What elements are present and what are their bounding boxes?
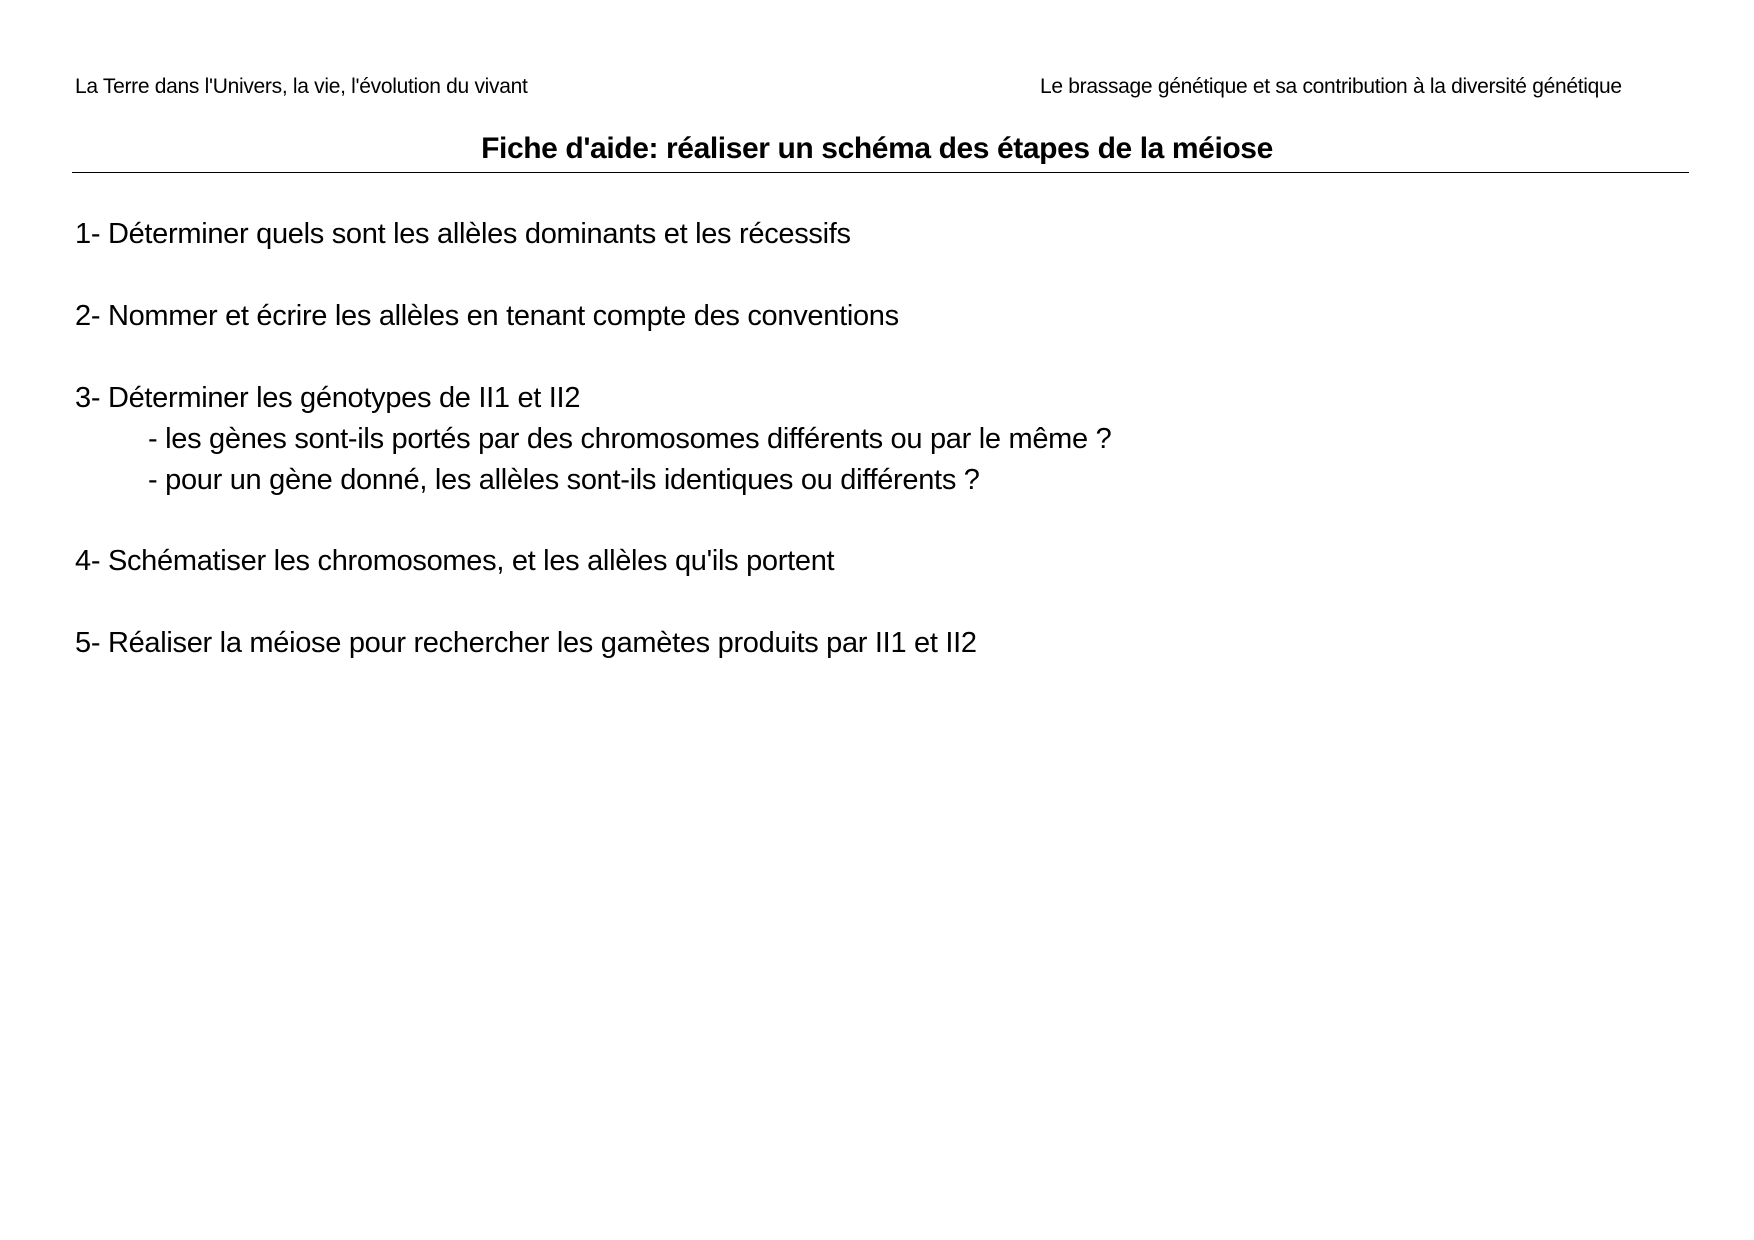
step-3: 3- Déterminer les génotypes de II1 et II2	[75, 382, 581, 414]
page-title: Fiche d'aide: réaliser un schéma des étapes de la méiose	[481, 132, 1273, 165]
header-right-text: Le brassage génétique et sa contribution à la diversité génétique	[1040, 75, 1622, 98]
step-3-sub-2: - pour un gène donné, les allèles sont-ils identiques ou différents ?	[148, 464, 980, 496]
step-4: 4- Schématiser les chromosomes, et les allèles qu'ils portent	[75, 545, 835, 577]
step-3-sub-1: - les gènes sont-ils portés par des chromosomes différents ou par le même ?	[148, 423, 1112, 455]
step-5: 5- Réaliser la méiose pour rechercher les gamètes produits par II1 et II2	[75, 627, 977, 659]
header-left-text: La Terre dans l'Univers, la vie, l'évolution du vivant	[75, 75, 528, 98]
title-underline	[72, 172, 1689, 173]
step-2: 2- Nommer et écrire les allèles en tenant compte des conventions	[75, 300, 899, 332]
step-1: 1- Déterminer quels sont les allèles dominants et les récessifs	[75, 218, 851, 250]
